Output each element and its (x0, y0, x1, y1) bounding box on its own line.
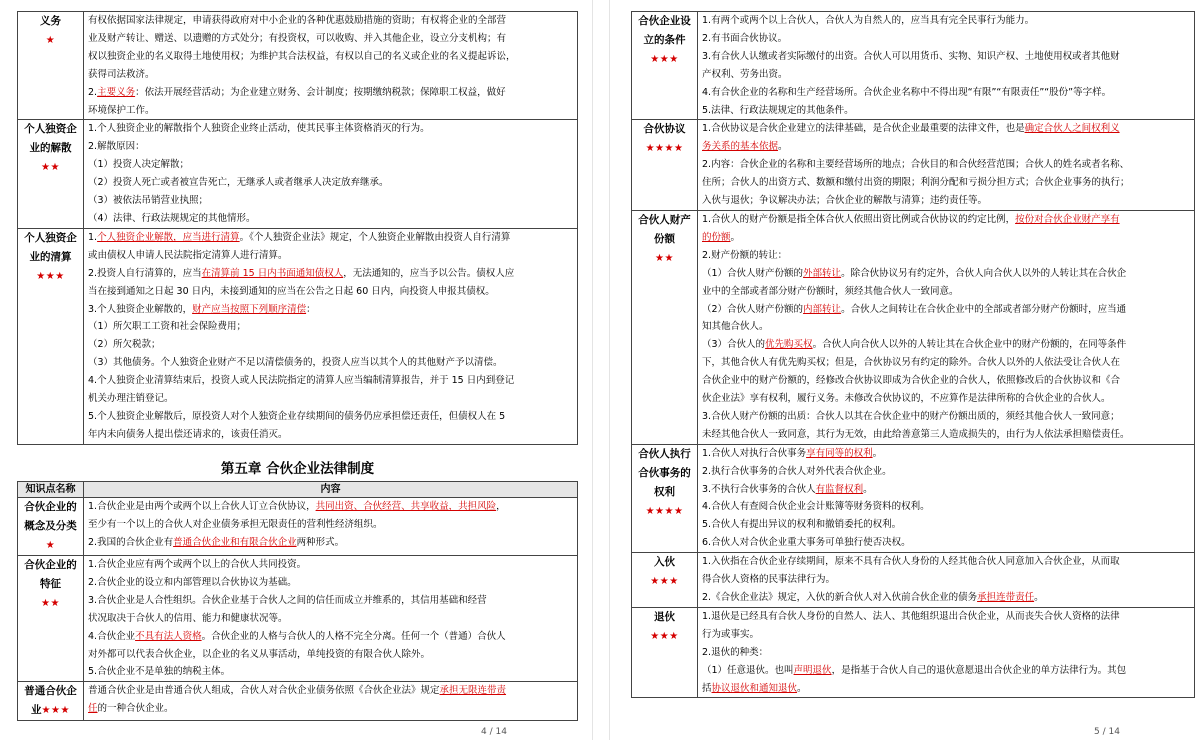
content-line (702, 229, 1191, 247)
knowledge-point-name (18, 12, 84, 120)
content-line (702, 553, 1191, 571)
content-line (702, 354, 1191, 372)
key-point-highlight: 务关系的基本依据 (702, 141, 779, 153)
importance-stars: ★★★★ (645, 143, 684, 155)
content-line (88, 516, 574, 534)
content-line (702, 301, 1191, 319)
importance-stars: ★★★ (41, 705, 70, 717)
content-text: 2.退伙的种类： (702, 646, 769, 658)
header-cell-knowledge-name: 知识点名称 (18, 482, 84, 498)
content-text: 5.法律、行政法规规定的其他条件。 (702, 104, 854, 116)
content-text: 合伙企业中的财产份额的，经修改合伙协议即成为合伙企业的合伙人，依照修改后的合伙协议和《合 (702, 375, 1121, 387)
knowledge-point-content (698, 210, 1195, 444)
table-row (632, 607, 1195, 698)
content-text: 业及财产转让、赠送、以遗赠的方式处分；有投资权，可以收购、并入其他企业，设立分支机构；有 (88, 32, 507, 44)
content-text: 下，其他合伙人有优先购买权；但是，合伙协议另有约定的除外。合伙人以外的人依法受让合伙人在 (702, 357, 1121, 369)
knowledge-point-name-line: 合伙人财产 (638, 213, 691, 226)
content-line (88, 174, 574, 192)
content-text: 3.不执行合伙事务的合伙人 (702, 483, 816, 495)
table-row (18, 228, 578, 444)
importance-stars: ★★ (655, 252, 674, 264)
knowledge-point-content (698, 120, 1195, 211)
content-text: 。 (730, 231, 741, 243)
content-line (88, 336, 574, 354)
content-text: 4.合伙人有查阅合伙企业会计账簿等财务资料的权利。 (702, 501, 930, 513)
content-text: 5.个人独资企业解散后，原投资人对个人独资企业存续期间的债务仍应承担偿还责任，但债权人在 5 (88, 410, 506, 422)
content-line (88, 84, 574, 102)
content-text: 。合伙人之间转让在合伙企业中的全部或者部分财产份额时，应当通 (841, 303, 1127, 315)
content-text: ，是指基于合伙人自己的退伙意愿退出合伙企业的单方法律行为。其包 (831, 664, 1127, 676)
content-text: 得合伙人资格的民事法律行为。 (702, 574, 836, 586)
table-row (632, 210, 1195, 444)
content-line (702, 516, 1191, 534)
content-line (88, 556, 574, 574)
content-text: 括 (702, 682, 712, 694)
table-row (18, 120, 578, 228)
knowledge-table-partnership (17, 481, 578, 721)
page-gutter (592, 0, 610, 740)
content-text: 1.入伙指在合伙企业存续期间，原来不具有合伙人身份的人经其他合伙人同意加入合伙企业，从而取 (702, 556, 1120, 568)
content-line (88, 646, 574, 664)
knowledge-point-content (84, 682, 578, 721)
content-text: 2.《合伙企业法》规定，入伙的新合伙人对入伙前合伙企业的债务 (702, 592, 978, 603)
content-text: 。合伙人向合伙人以外的人转让其在合伙企业中的财产份额的，在同等条件 (812, 339, 1127, 351)
content-line (702, 680, 1191, 698)
content-text: 3.合伙人财产份额的出质：合伙人以其在合伙企业中的财产份额出质的，须经其他合伙人一致同意； (702, 410, 1120, 422)
knowledge-point-name-line: 个人独资企 (24, 231, 77, 244)
knowledge-point-content (698, 444, 1195, 552)
content-text: （4）法律、行政法规规定的其他情形。 (88, 212, 256, 224)
content-text: 1.合伙协议是合伙企业建立的法律基础，是合伙企业最重要的法律文件，也是 (702, 123, 1025, 135)
content-text: （3）其他债务。个人独资企业财产不足以清偿债务的，投资人应当以其个人的其他财产予以清偿。 (88, 357, 503, 369)
key-point-highlight: 主要义务 (97, 86, 136, 98)
table-row (18, 12, 578, 120)
content-text: （2）投资人死亡或者被宣告死亡，无继承人或者继承人决定放弃继承。 (88, 177, 389, 189)
content-text: 。 (872, 447, 883, 459)
content-text: 知其他合伙人。 (702, 321, 769, 333)
knowledge-point-name-line: 特征 (40, 578, 61, 590)
key-point-highlight: 享有同等的权利 (806, 447, 873, 459)
content-line (88, 102, 574, 120)
content-line (88, 534, 574, 552)
content-text: 。 (863, 483, 873, 495)
knowledge-point-content (698, 607, 1195, 698)
key-point-highlight: 不具有法人资格 (135, 630, 202, 642)
content-text: （1）所欠职工工资和社会保险费用； (88, 321, 247, 333)
content-line (88, 372, 574, 390)
knowledge-point-name-line: 合伙企业设 (638, 15, 691, 27)
content-text: 当在接到通知之日起 30 日内，未接到通知的应当在公告之日起 60 日内，向投资人申报其债权。 (88, 285, 495, 297)
content-line (88, 390, 574, 408)
content-text: 。《个人独资企业法》规定，个人独资企业解散由投资人自行清算 (239, 231, 511, 243)
content-line (702, 283, 1191, 301)
key-point-highlight: 确定合伙人之间权利义 (1024, 123, 1120, 135)
knowledge-point-name (18, 556, 84, 682)
knowledge-point-name (18, 682, 84, 721)
knowledge-point-name (632, 12, 698, 120)
key-point-highlight: 承担无限连带责 (439, 685, 507, 697)
table-row (632, 444, 1195, 552)
content-text: 至少有一个以上的合伙人对企业债务承担无限责任的营利性经济组织。 (88, 518, 383, 530)
knowledge-point-name-line: 合伙企业的 (24, 559, 77, 571)
knowledge-point-name-line: 合伙事务的 (638, 466, 691, 479)
knowledge-point-name-line: 概念及分类 (24, 520, 77, 532)
content-line (88, 229, 574, 247)
content-line (702, 192, 1191, 210)
content-text: 2.内容：合伙企业的名称和主要经营场所的地点；合伙目的和合伙经营范围；合伙人的姓名或者名称、 (702, 159, 1130, 171)
content-line (88, 318, 574, 336)
content-text: 3.有合伙人认缴或者实际缴付的出资。合伙人可以用货币、实物、知识产权、土地使用权或者其他财 (702, 50, 1120, 62)
content-text: 。 (797, 682, 807, 694)
key-point-highlight: 声明退伙 (793, 664, 832, 676)
knowledge-point-name-line: 普通合伙企 (24, 685, 77, 698)
content-line (88, 120, 574, 138)
key-point-highlight: 个人独资企业解散，应当进行清算 (97, 231, 240, 243)
content-text: （1）投资人决定解散； (88, 159, 190, 171)
page-number-right: 5 / 14 (1094, 727, 1120, 737)
content-line (702, 138, 1191, 156)
content-line (702, 372, 1191, 390)
knowledge-point-name (632, 210, 698, 444)
content-text: 2. (88, 86, 98, 98)
content-text: ： (306, 303, 316, 315)
content-line (702, 390, 1191, 408)
importance-stars: ★★★★ (645, 505, 684, 517)
content-line (88, 700, 574, 718)
content-line (88, 247, 574, 265)
key-point-highlight: 有监督权利 (815, 483, 864, 495)
content-line (702, 318, 1191, 336)
knowledge-point-name-line: 业的解散 (29, 142, 72, 155)
document-page-left (0, 0, 592, 740)
content-text: 2.解散原因： (88, 141, 145, 153)
content-line (88, 30, 574, 48)
knowledge-point-content (698, 553, 1195, 608)
key-point-highlight: 按份对合伙企业财产享有 (1015, 213, 1120, 225)
content-line (88, 628, 574, 646)
content-line (88, 408, 574, 426)
content-text: 4.有合伙企业的名称和生产经营场所。合伙企业名称中不得出现“有限”“有限责任”“股份”等字样。 (702, 86, 1112, 98)
content-line (702, 534, 1191, 552)
content-text: ，无法通知的，应当予以公告。债权人应 (343, 267, 515, 279)
content-line (702, 174, 1191, 192)
content-line (702, 463, 1191, 481)
content-line (88, 265, 574, 283)
key-point-highlight: 财产应当按照下列顺序清偿 (192, 303, 307, 315)
knowledge-point-name-line: 合伙协议 (643, 123, 686, 136)
content-text: 。除合伙协议另有约定外，合伙人向合伙人以外的人转让其在合伙企 (841, 267, 1127, 279)
content-line (702, 662, 1191, 680)
knowledge-point-name-line: 合伙人执行 (638, 447, 691, 460)
content-text: 5.合伙企业不是单独的纳税主体。 (88, 666, 231, 678)
content-line (702, 608, 1191, 626)
content-text: 对外都可以代表合伙企业，以企业的名义从事活动，单纯投资的有限合伙人除外。 (88, 648, 431, 660)
key-point-highlight: 的份额 (702, 231, 731, 243)
content-line (702, 66, 1191, 84)
content-line (88, 283, 574, 301)
importance-stars: ★★★ (650, 630, 679, 642)
content-text: 1.退伙是已经具有合伙人身份的自然人、法人、其他组织退出合伙企业，从而丧失合伙人资格的法律 (702, 610, 1120, 622)
table-row (18, 498, 578, 556)
content-text: 有权依据国家法律规定，申请获得政府对中小企业的各种优惠鼓励措施的资助；有权将企业的全部营 (88, 15, 507, 26)
content-text: 1.合伙人对执行合伙事务 (702, 447, 807, 459)
key-point-highlight: 普通合伙企业和有限合伙企业 (173, 536, 297, 548)
content-text: 环境保护工作。 (88, 104, 155, 116)
knowledge-point-name-line: 个人独资企 (24, 123, 77, 136)
importance-stars: ★★★ (650, 576, 679, 588)
content-text: 1.个人独资企业的解散指个人独资企业终止活动，使其民事主体资格消灭的行为。 (88, 123, 430, 135)
content-text: 或由债权人申请人民法院指定清算人进行清算。 (88, 249, 288, 261)
knowledge-point-name-line: 权利 (654, 485, 675, 498)
key-point-highlight: 内部转让 (803, 303, 842, 315)
page-number-left: 4 / 14 (481, 727, 507, 737)
importance-stars: ★★★ (36, 270, 65, 282)
content-line (88, 301, 574, 319)
content-text: 。 (1034, 592, 1044, 603)
content-line (702, 408, 1191, 426)
content-text: 1.合伙人的财产份额是指全体合伙人依照出资比例或合伙协议的约定比例， (702, 213, 1016, 225)
key-point-highlight: 共同出资、合伙经营、共享收益，共担风险 (315, 501, 497, 512)
header-cell-content: 内容 (84, 482, 578, 498)
chapter-title: 第五章 合伙企业法律制度 (220, 461, 375, 477)
content-text: 2.财产份额的转让： (702, 249, 788, 261)
knowledge-point-content (84, 498, 578, 556)
knowledge-point-content (84, 556, 578, 682)
content-text: 1.合伙企业应有两个或两个以上的合伙人共同投资。 (88, 559, 307, 570)
content-line (88, 426, 574, 444)
key-point-highlight: 在清算前 15 日内书面通知债权人 (201, 267, 344, 279)
content-text: 3.合伙企业是人合性组织。合伙企业基于合伙人之间的信任而成立并维系的，其信用基础和经营 (88, 594, 487, 606)
importance-stars: ★ (45, 35, 56, 46)
knowledge-point-name-line: 业的清算 (29, 250, 72, 263)
table-row (632, 12, 1195, 120)
content-text: 6.合伙人对合伙企业重大事务可单独行使否决权。 (702, 537, 911, 549)
content-line (702, 12, 1191, 30)
importance-stars: ★★★ (650, 54, 679, 65)
content-line (702, 84, 1191, 102)
content-text: 状况取决于合伙人的信用、能力和健康状况等。 (88, 612, 288, 624)
knowledge-table-partnership-continued (631, 11, 1195, 698)
content-text: 4.个人独资企业清算结束后，投资人或人民法院指定的清算人应当编制清算报告，并于 15 日内到登记 (88, 375, 515, 387)
content-text: 2.有书面合伙协议。 (702, 32, 788, 44)
content-text: 3.个人独资企业解散的， (88, 303, 193, 315)
content-text: 1.合伙企业是由两个或两个以上合伙人订立合伙协议， (88, 501, 316, 512)
knowledge-point-name (18, 498, 84, 556)
content-line (702, 571, 1191, 589)
knowledge-point-name-line: 合伙企业的 (24, 501, 77, 513)
content-text: 5.合伙人有提出异议的权利和撤销委托的权利。 (702, 519, 902, 531)
content-text: 的一种合伙企业。 (97, 703, 174, 715)
content-text: 入伙与退伙；争议解决办法；合伙企业的解散与清算；违约责任等。 (702, 195, 988, 207)
knowledge-point-name-line: 业 (31, 704, 42, 717)
content-text: 1. (88, 231, 98, 243)
content-line (702, 102, 1191, 120)
table-row (632, 120, 1195, 211)
content-line (88, 66, 574, 84)
content-line (88, 48, 574, 66)
content-text: 2.合伙企业的设立和内部管理以合伙协议为基础。 (88, 576, 297, 588)
knowledge-point-name-line: 份额 (654, 232, 675, 245)
key-point-highlight: 任 (88, 703, 98, 715)
knowledge-point-name-line: 立的条件 (643, 34, 686, 46)
importance-stars: ★★ (41, 162, 60, 174)
knowledge-point-name-line: 退伙 (654, 610, 675, 623)
content-text: 两种形式。 (296, 536, 345, 548)
table-row (18, 556, 578, 682)
content-line (702, 30, 1191, 48)
content-text: 2.执行合伙事务的合伙人对外代表合伙企业。 (702, 465, 892, 477)
content-text: 年内未向债务人提出偿还请求的，该责任消灭。 (88, 428, 288, 440)
content-text: 2.投资人自行清算的，应当 (88, 267, 202, 279)
key-point-highlight: 协议退伙和通知退伙 (711, 682, 798, 694)
knowledge-point-name (632, 444, 698, 552)
content-line (88, 682, 574, 700)
content-text: 获得司法救济。 (88, 68, 155, 80)
content-text: 产权利、劳务出资。 (702, 68, 788, 80)
content-line (88, 210, 574, 228)
content-line (702, 265, 1191, 283)
knowledge-point-content (698, 12, 1195, 120)
content-text: 4.合伙企业 (88, 630, 136, 642)
content-line (702, 644, 1191, 662)
content-line (702, 247, 1191, 265)
content-text: 1.有两个或两个以上合伙人，合伙人为自然人的，应当具有完全民事行为能力。 (702, 15, 1035, 26)
content-line (702, 336, 1191, 354)
content-line (88, 610, 574, 628)
content-text: 伙企业法》享有权利，履行义务。未修改合伙协议的，不应算作是法律所称的合伙企业的合伙人。 (702, 393, 1111, 405)
table-row (632, 553, 1195, 608)
content-line (702, 626, 1191, 644)
table-row (18, 682, 578, 721)
content-line (702, 445, 1191, 463)
content-text: 2.我国的合伙企业有 (88, 536, 174, 548)
knowledge-point-content (84, 120, 578, 228)
key-point-highlight: 外部转让 (803, 267, 842, 279)
content-line (88, 192, 574, 210)
content-text: 机关办理注销登记。 (88, 393, 174, 405)
content-text: 行为或事实。 (702, 628, 760, 640)
content-text: （3）合伙人的 (702, 339, 766, 351)
content-line (88, 354, 574, 372)
content-text: ， (496, 501, 506, 512)
knowledge-point-name-line: 义务 (40, 15, 61, 27)
content-text: 。合伙企业的人格与合伙人的人格不完全分离。任何一个（普通）合伙人 (201, 630, 506, 642)
content-text: （2）合伙人财产份额的 (702, 303, 804, 315)
knowledge-point-name (18, 228, 84, 444)
knowledge-point-name (632, 607, 698, 698)
knowledge-point-name-line: 入伙 (654, 556, 675, 569)
content-line (88, 663, 574, 681)
content-line (88, 498, 574, 516)
table-header-row (18, 482, 578, 498)
content-text: 业中的全部或者部分财产份额时，须经其他合伙人一致同意。 (702, 285, 959, 297)
content-text: （1）合伙人财产份额的 (702, 267, 804, 279)
content-text: （1）任意退伙。也叫 (702, 664, 794, 676)
content-text: 住所；合伙人的出资方式、数额和缴付出资的期限；利润分配和亏损分担方式；合伙企业事务的执行； (702, 177, 1130, 189)
importance-stars: ★ (45, 540, 56, 551)
importance-stars: ★★ (41, 598, 60, 609)
content-text: ：依法开展经营活动；为企业建立财务、会计制度；按期缴纳税款；保障职工权益，做好 (135, 86, 506, 98)
content-line (88, 12, 574, 30)
content-line (702, 589, 1191, 607)
content-text: 权以独资企业的名义取得土地使用权；为维护其合法权益，有权以自己的名义或企业的名义提起诉讼， (88, 50, 516, 62)
content-text: 。 (778, 141, 788, 153)
knowledge-point-content (84, 12, 578, 120)
content-line (702, 481, 1191, 499)
key-point-highlight: 承担连带责任 (977, 592, 1035, 603)
content-text: 普通合伙企业是由普通合伙人组成，合伙人对合伙企业债务依照《合伙企业法》规定 (88, 685, 440, 697)
content-text: 未经其他合伙人一致同意，其行为无效，由此给善意第三人造成损失的，由行为人依法承担赔偿责任。 (702, 428, 1130, 440)
content-line (702, 156, 1191, 174)
key-point-highlight: 优先购买权 (765, 339, 813, 351)
knowledge-point-name (632, 553, 698, 608)
knowledge-point-name (632, 120, 698, 211)
document-page-right (610, 0, 1202, 740)
knowledge-point-name (18, 120, 84, 228)
content-text: （2）所欠税款； (88, 339, 161, 351)
content-line (702, 211, 1191, 229)
knowledge-point-content (84, 228, 578, 444)
content-line (88, 592, 574, 610)
content-line (702, 498, 1191, 516)
content-line (702, 426, 1191, 444)
content-text: （3）被依法吊销营业执照； (88, 195, 209, 207)
content-line (702, 120, 1191, 138)
knowledge-table-sole-proprietorship (17, 11, 578, 445)
content-line (88, 138, 574, 156)
content-line (88, 156, 574, 174)
content-line (702, 48, 1191, 66)
content-line (88, 574, 574, 592)
